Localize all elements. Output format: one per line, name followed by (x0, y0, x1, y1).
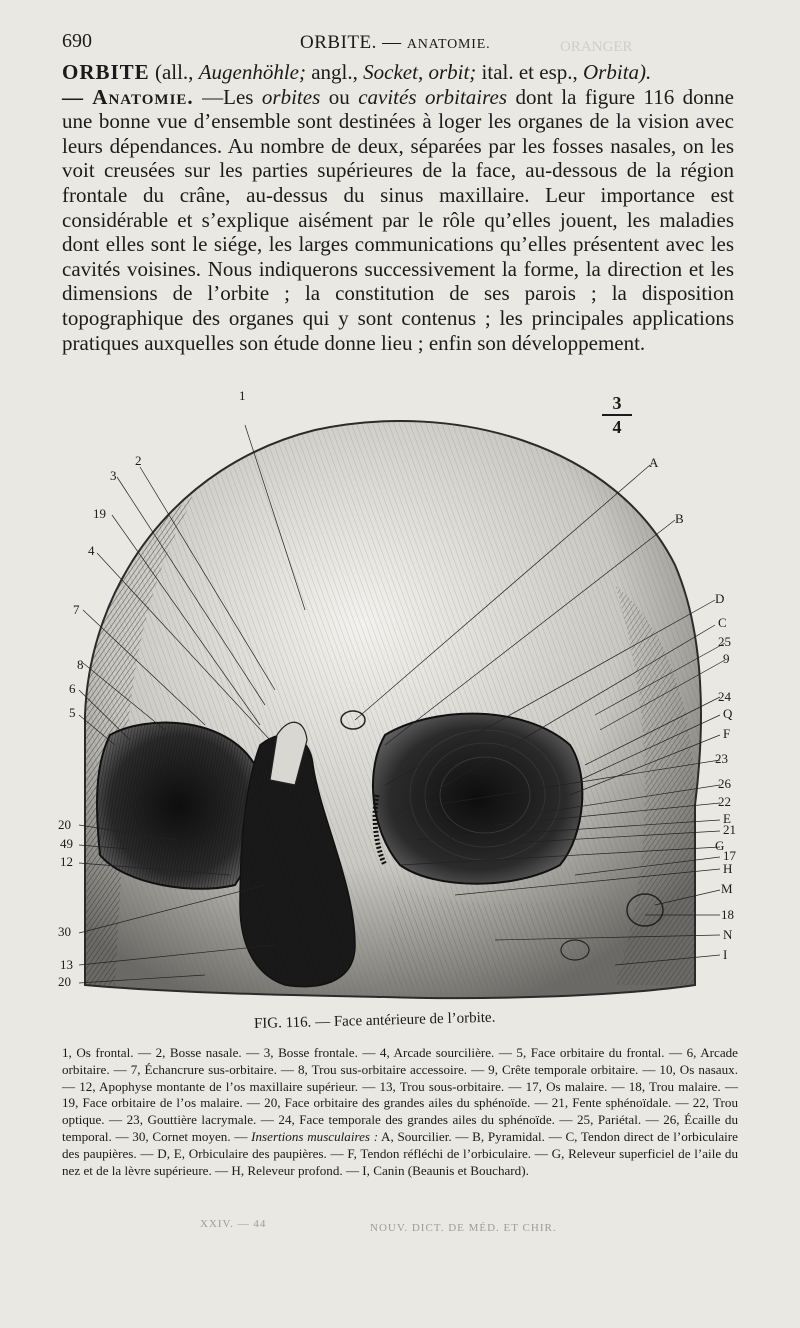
label-B: B (675, 511, 684, 526)
label-Q: Q (723, 706, 733, 721)
text-run-italic: Orbita). (583, 60, 652, 84)
label-F: F (723, 726, 731, 741)
skull-engraving-svg (55, 385, 745, 1010)
label-23: 23 (715, 751, 728, 766)
running-header (62, 30, 742, 56)
left-orbit-hatching (97, 723, 261, 889)
skull-illustration (55, 385, 745, 1010)
label-4: 4 (88, 543, 95, 558)
label-12: 12 (60, 854, 73, 869)
label-18: 18 (721, 907, 734, 922)
scale-numerator: 3 (612, 393, 622, 413)
text-run: dont la figure 116 donne une bonne vue d’ensemble sont destinées à loger les organes de la vision avec leurs dépendances. Au nombre de deux, séparées par les fosses nasales, on les voit creusées sur les parties supérieures de la face, au-dessous de la région frontale du crâne, au-dessus du sinus maxillaire. Leur importance est considérable et s’explique aisément par le rôle qu’elles jouent, les maladies dont elles sont le siége, les larges communications qu’elles présentent avec les cavités voisines. Nous indiquerons successivement la forme, la direction et les dimensions de l’orbite ; la constitution de ses parois ; la disposition topographique des organes qui y sont contenus ; les principales applications pratiques auxquelles son étude donne lieu ; enfin son développement. (62, 84, 734, 355)
label-M: M (721, 881, 733, 896)
label-5: 5 (69, 705, 76, 720)
label-H: H (723, 861, 733, 876)
label-D: D (715, 591, 725, 606)
label-24: 24 (718, 689, 731, 704)
figure-legend (62, 1045, 738, 1179)
text-run: ital. et esp., (476, 60, 584, 84)
label-49: 49 (60, 836, 73, 851)
legend-text: 1, Os frontal. — 2, Bosse nasale. — 3, Bosse frontale. — 4, Arcade sourcilière. — 5, Face orbitaire du frontal. — 6, Arcade orbitaire. — 7, Échancrure sus-orbitaire. — 8, Trou sus-orbitaire accessoire. — 9, Crête temporale orbitaire. — 10, Os nasaux. — 12, Apophyse montante de l’os maxillaire supérieur. — 13, Trou sous-orbitaire. — 17, Os malaire. — 18, Trou malaire. — 19, Face orbitaire de l’os malaire. — 20, Face orbitaire des grandes ailes du sphénoïde. — 21, Fente sphénoïdale. — 22, Trou optique. — 23, Gouttière lacrymale. — 24, Face temporale des grandes ailes du sphénoïde. — 25, Pariétal. — 26, Écaille du temporal. — 30, Cornet moyen. — (62, 1045, 738, 1144)
label-17: 17 (723, 848, 736, 863)
article-body (62, 60, 734, 355)
header-title-sub: ANATOMIE. (406, 37, 491, 52)
header-title (300, 32, 490, 54)
show-through-footer-left: XXIV. — 44 (200, 1218, 267, 1230)
show-through-footer-right: NOUV. DICT. DE MÉD. ET CHIR. (370, 1222, 557, 1234)
text-run-italic: orbites (261, 84, 321, 109)
label-20: 20 (58, 817, 71, 832)
label-C: C (718, 615, 727, 630)
label-9: 9 (723, 651, 730, 666)
label-7: 7 (73, 602, 80, 617)
label-G: G (715, 838, 725, 853)
show-through-word: ORANGER (560, 39, 633, 55)
text-run-italic: Socket, orbit; (363, 60, 477, 84)
figure-caption (254, 1010, 496, 1033)
label-20b: 20 (58, 974, 71, 989)
page-number: 690 (62, 30, 92, 52)
figure-number: FIG. 116. (253, 1014, 312, 1032)
label-13: 13 (60, 957, 73, 972)
scale-denominator: 4 (612, 417, 622, 437)
text-run-italic: Augenhöhle; (198, 60, 306, 84)
legend-text: A, Sourcilier. — B, Pyramidal. — C, Tendon direct de l’orbiculaire des paupières. — D, E, Orbiculaire des paupières. — F, Tendon réfléchi de l’orbiculaire. — G, Releveur superficiel de l’aile du nez et de la lèvre supérieure. — H, Releveur profond. — I, Canin (Beaunis et Bouchard). (62, 1128, 738, 1178)
label-8: 8 (77, 657, 84, 672)
label-21: 21 (723, 822, 736, 837)
article-paragraph (62, 60, 734, 355)
legend-text-italic: Insertions musculaires : (251, 1128, 379, 1144)
label-3: 3 (110, 468, 117, 483)
label-N: N (723, 927, 733, 942)
label-19: 19 (93, 506, 106, 521)
label-26: 26 (718, 776, 731, 791)
label-30: 30 (58, 924, 71, 939)
figure-caption-text: — Face antérieure de l’orbite. (311, 1009, 496, 1031)
label-E: E (723, 811, 731, 826)
text-run-italic: cavités orbitaires (358, 84, 508, 109)
label-2: 2 (135, 453, 142, 468)
label-I: I (723, 947, 728, 962)
text-run: angl., (305, 60, 364, 84)
entry-keyword: ORBITE (62, 60, 150, 84)
text-run: ou (320, 84, 359, 109)
label-6: 6 (69, 681, 76, 696)
text-run: (all., (149, 60, 199, 84)
right-orbit (373, 714, 582, 884)
label-A: A (649, 455, 659, 470)
label-25: 25 (718, 634, 731, 649)
header-title-main: ORBITE. — (300, 32, 407, 53)
section-keyword: — Anatomie. (62, 84, 194, 109)
text-run: —Les (193, 84, 262, 109)
label-1: 1 (239, 388, 246, 403)
label-22: 22 (718, 794, 731, 809)
